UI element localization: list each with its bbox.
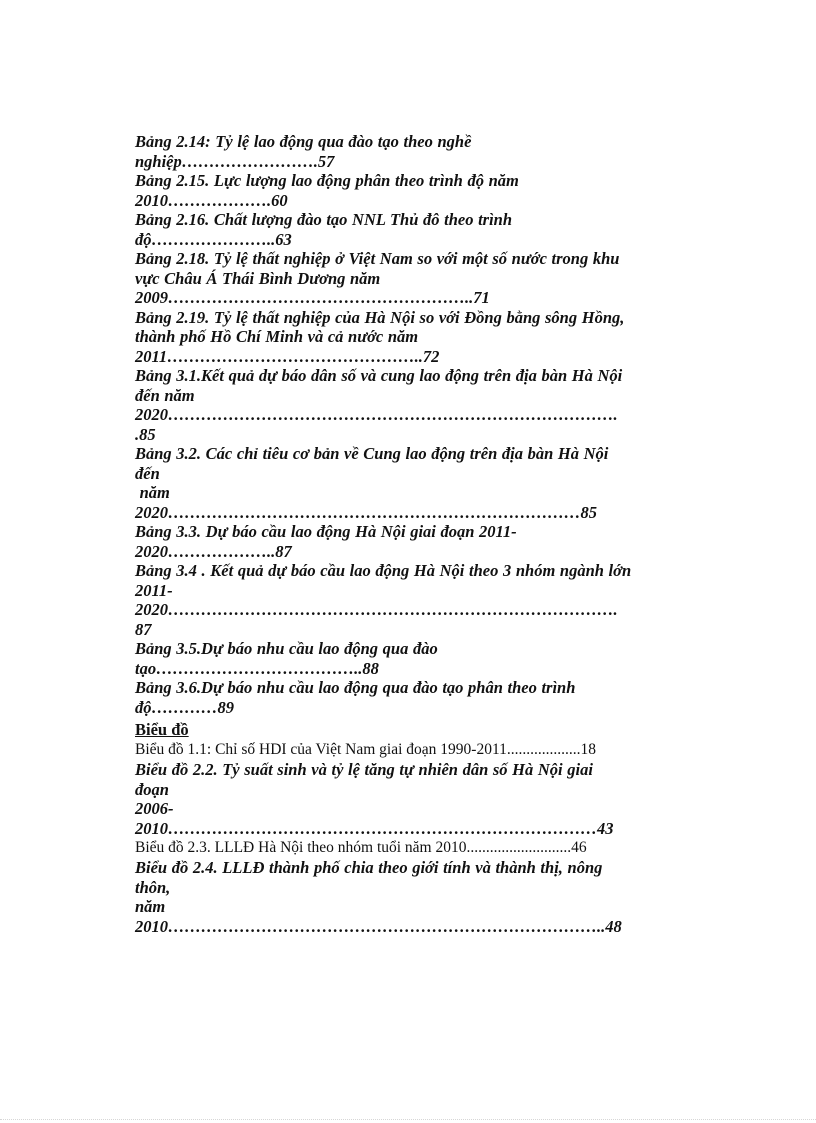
entry-line: Biểu đồ 2.4. LLLĐ thành phố chia theo giới tính và thành thị, nông [135, 858, 603, 877]
entry-line: Bảng 3.3. Dự báo cầu lao động Hà Nội giai đoạn 2011- [135, 522, 517, 541]
entry-line: 2010……………….60 [135, 190, 288, 210]
entry-line: 2010……………………………………………………………………..48 [135, 916, 622, 936]
table-entry-3-4[interactable] [135, 561, 735, 639]
entry-line: 2006- [135, 799, 174, 818]
entry-line: 2011- [135, 580, 173, 600]
table-entry-3-3[interactable] [135, 522, 735, 561]
entry-line: 2011………………………………………..72 [135, 346, 440, 366]
chart-entry-2-4[interactable] [135, 858, 735, 936]
table-entry-3-6[interactable] [135, 678, 735, 717]
table-entry-3-5[interactable] [135, 639, 735, 678]
entry-line: 87 [135, 619, 152, 639]
section-heading-charts: Biểu đồ [135, 720, 189, 739]
table-entry-2-19[interactable] [135, 308, 735, 367]
entry-line: 2020………………………………………………………………………. [135, 600, 618, 619]
entry-line: Bảng 3.6.Dự báo nhu cầu lao động qua đào tạo phân theo trình [135, 678, 576, 697]
entry-line: 2020…………………………………………………………………85 [135, 502, 597, 522]
chart-entry-2-3[interactable]: Biểu đồ 2.3. LLLĐ Hà Nội theo nhóm tuổi năm 2010...........................46 [135, 839, 587, 856]
entry-line: năm [135, 483, 170, 502]
entry-line: Bảng 2.14: Tỷ lệ lao động qua đào tạo theo nghề [135, 132, 472, 151]
entry-line: Bảng 2.19. Tỷ lệ thất nghiệp của Hà Nội so với Đồng bằng sông Hồng, [135, 307, 625, 327]
entry-line: đoạn [135, 779, 169, 799]
entry-line: tạo………………………………..88 [135, 658, 379, 678]
entry-line: đến năm [135, 385, 195, 405]
entry-line: .85 [135, 424, 156, 444]
entry-line: Bảng 3.1.Kết quả dự báo dân số và cung lao động trên địa bàn Hà Nội [135, 366, 623, 385]
table-of-figures [135, 132, 735, 936]
entry-line: 2020………………..87 [135, 541, 292, 561]
entry-line: 2009………………………………………………..71 [135, 288, 490, 307]
entry-line: độ…………………..63 [135, 229, 292, 249]
entry-line: Bảng 2.18. Tỷ lệ thất nghiệp ở Việt Nam so với một số nước trong khu [135, 249, 620, 268]
entry-line: Bảng 2.16. Chất lượng đào tạo NNL Thủ đô theo trình [135, 210, 513, 229]
page-bottom-divider [0, 1119, 816, 1120]
chart-entry-1-1[interactable]: Biểu đồ 1.1: Chỉ số HDI của Việt Nam giai đoạn 1990-2011...................18 [135, 741, 597, 758]
entry-line: đến [135, 463, 160, 483]
entry-line: độ…………89 [135, 697, 234, 717]
entry-line: thôn, [135, 877, 171, 897]
table-entry-3-1[interactable] [135, 366, 735, 444]
entry-line: Bảng 3.4 . Kết quả dự báo cầu lao động Hà Nội theo 3 nhóm ngành lớn [135, 561, 632, 580]
entry-line: nghiệp…………………….57 [135, 151, 335, 171]
entry-line: Bảng 2.15. Lực lượng lao động phân theo trình độ năm [135, 171, 519, 190]
table-entry-2-16[interactable] [135, 210, 735, 249]
entry-line: thành phố Hồ Chí Minh và cả nước năm [135, 327, 419, 346]
table-entry-2-15[interactable] [135, 171, 735, 210]
entry-line: 2020………………………………………………………………………. [135, 405, 618, 424]
entry-line: 2010……………………………………………………………………43 [135, 818, 614, 838]
entry-line: Biểu đồ 2.2. Tỷ suất sinh và tỷ lệ tăng tự nhiên dân số Hà Nội giai [135, 760, 593, 779]
entry-line: vực Châu Á Thái Bình Dương năm [135, 268, 381, 288]
chart-entry-2-2[interactable] [135, 760, 735, 838]
table-entry-2-18[interactable] [135, 249, 735, 308]
entry-line: Bảng 3.2. Các chỉ tiêu cơ bản về Cung lao động trên địa bàn Hà Nội [135, 444, 609, 463]
entry-line: Bảng 3.5.Dự báo nhu cầu lao động qua đào [135, 639, 438, 658]
entry-line: năm [135, 897, 166, 916]
table-entry-3-2[interactable] [135, 444, 735, 522]
table-entry-2-14[interactable] [135, 132, 735, 171]
